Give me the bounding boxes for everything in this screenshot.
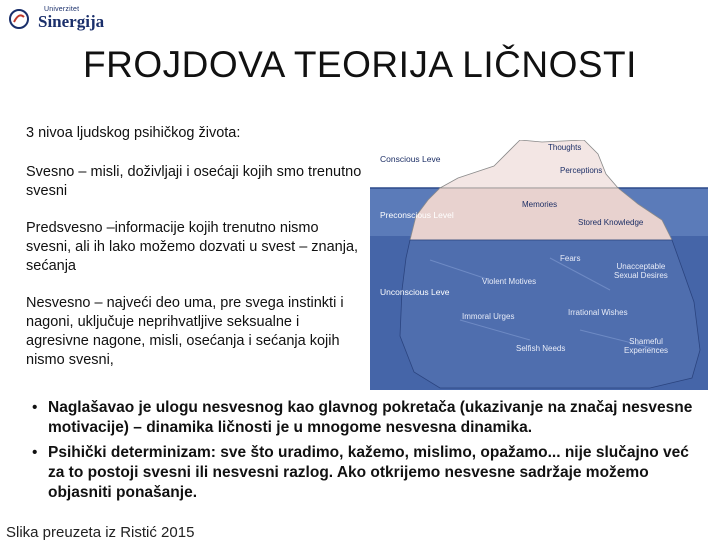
iceberg-item-fears: Fears xyxy=(560,254,581,263)
unconscious-level-label: Unconscious Leve xyxy=(380,287,450,297)
iceberg-item-selfish-needs: Selfish Needs xyxy=(516,344,566,353)
bullet-text: Psihički determinizam: sve što uradimo, kažemo, mislimo, opažamo... nije slučajno već za to postoji svesni ili nesvesni razlog. Ako otkrijemo nesvesne sadržaje možemo objasniti ponašanje. xyxy=(48,444,689,501)
bullet-list xyxy=(14,398,704,508)
page-title: FROJDOVA TEORIJA LIČNOSTI xyxy=(83,44,637,85)
bullet-item xyxy=(14,398,704,438)
level-predsvesno: Predsvesno –informacije kojih trenutno nismo svesni, ali ih lako možemo dozvati u svest – znanja, sećanja xyxy=(26,220,359,274)
iceberg-item-stored-knowledge: Stored Knowledge xyxy=(578,218,644,227)
level-svesno: Svesno – misli, doživljaji i osećaji kojih smo trenutno svesni xyxy=(26,164,362,199)
bullet-text: Naglašavao je ulogu nesvesnog kao glavnog pokretača (ukazivanje na značaj nesvesne motivacije) – dinamika ličnosti je u mnogome nesvesna dinamika. xyxy=(48,399,693,436)
iceberg-item-violent-motives: Violent Motives xyxy=(482,277,537,286)
intro-text: 3 nivoa ljudskog psihičkog života: xyxy=(26,125,241,141)
logo-name: Sinergija xyxy=(38,12,105,31)
preconscious-level-label: Preconscious Level xyxy=(380,210,454,220)
iceberg-item-shameful: Shameful Experiences xyxy=(624,337,669,355)
bullet-item xyxy=(14,443,704,503)
conscious-level-label: Conscious Leve xyxy=(380,154,441,164)
bullet-dot: • xyxy=(32,444,38,461)
iceberg-item-irrational-wishes: Irrational Wishes xyxy=(568,308,628,317)
iceberg-item-unacceptable: Unacceptable Sexual Desires xyxy=(614,262,668,280)
level-nesvesno: Nesvesno – najveći deo uma, pre svega instinkti i nagoni, uključuje neprihvatljive seksualne i agresivne nagone, misli, osećanja i sećanja kojih nismo svesni, xyxy=(26,295,344,368)
iceberg-item-perceptions: Perceptions xyxy=(560,166,603,175)
iceberg-item-thoughts: Thoughts xyxy=(548,143,582,152)
logo-emblem-icon xyxy=(8,8,34,30)
iceberg-diagram xyxy=(370,140,708,390)
iceberg-item-memories: Memories xyxy=(522,200,558,209)
image-caption: Slika preuzeta iz Ristić 2015 xyxy=(6,524,195,541)
logo-small-text: Univerzitet xyxy=(44,6,80,13)
iceberg-item-immoral-urges: Immoral Urges xyxy=(462,312,515,321)
bullet-dot: • xyxy=(32,399,38,416)
university-logo xyxy=(8,6,105,32)
